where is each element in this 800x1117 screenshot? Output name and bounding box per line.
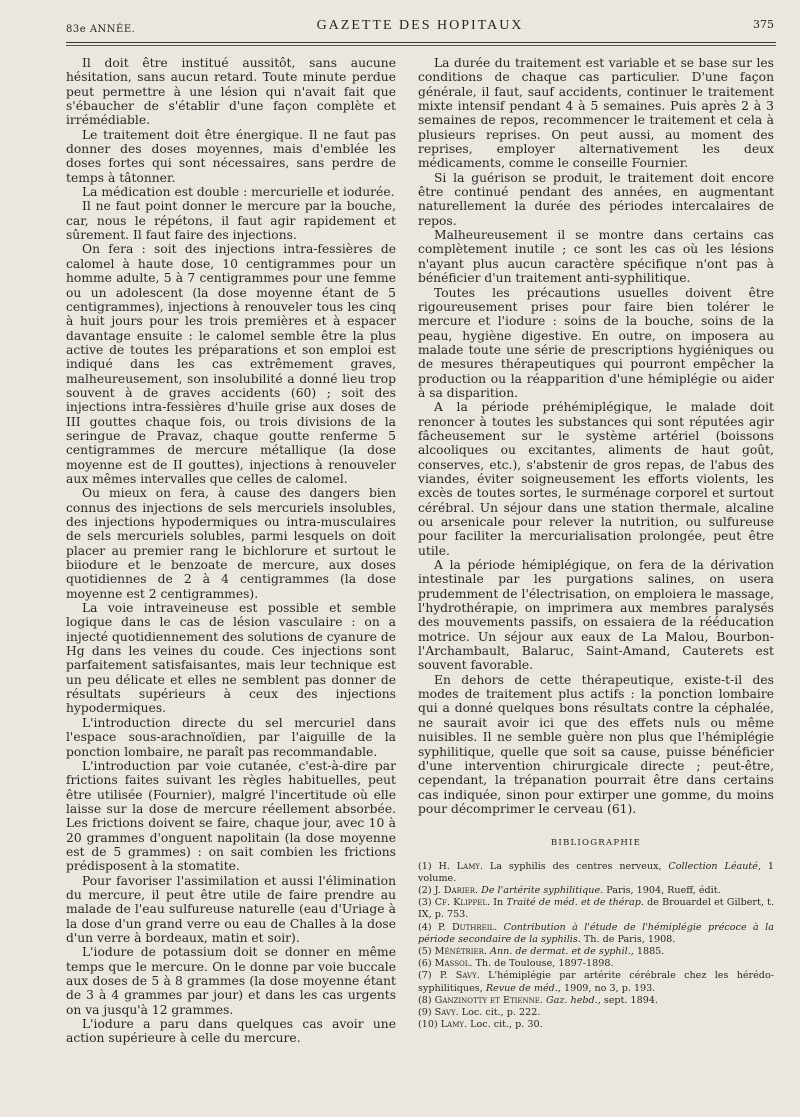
paragraph: A la période préhémiplégique, le malade doit renoncer à toutes les substances qui sont réputées agir fâcheusement sur le système artériel (boissons alcooliques ou excitantes, aliments de haut goût, conserves, etc.), s'abstenir de gros repas, de l'abus des viandes, éviter soigneusement les efforts violents, les excès de toutes sortes, le surménage corporel et surtout cérébral. Un séjour dans une station thermale, alcaline ou arsenicale pour relever la nutrition, ou sulfureuse pour faciliter la mercurialisation prolongée, peut être utile. [418, 400, 774, 558]
bibliography-entry [418, 958, 774, 970]
entry-rest: Paris, 1904, Rueff, édit. [603, 884, 721, 896]
bibliography-title: BIBLIOGRAPHIE [550, 838, 642, 849]
bibliography-list [418, 861, 774, 1032]
entry-italic: Revue de méd., [485, 982, 561, 994]
entry-rest: Th. de Paris, 1908. [580, 933, 676, 945]
paragraph: Ou mieux on fera, à cause des dangers bien connus des injections de sels mercuriels insolubles, des injections hypodermiques ou intra-musculaires de sels mercuriels solubles, parmi lesquels on doit placer au premier rang le bichlorure et surtout le biiodure et le benzoate de mercure, aux doses quotidiennes de 2 à 4 centigrammes (la dose moyenne est 2 centigrammes). [66, 486, 396, 601]
entry-author: Massol. [434, 958, 473, 970]
entry-author: P. Savy. [439, 970, 480, 982]
left-column [66, 56, 396, 1046]
paragraph: En dehors de cette thérapeutique, existe-t-il des modes de traitement plus actifs : la ponction lombaire qui a donné quelques bons résultats contre la céphalée, ne saurait avoir ici que des effets nuls ou même nuisibles. Il ne semble guère non plus que l'hémiplégie syphilitique, quelle que soit sa cause, puisse bénéficier d'une intervention chirurgicale directe ; peut-être, cependant, la trépanation pourrait être dans certains cas indiquée, sinon pour extirper une gomme, du moins pour décomprimer le cerveau (61). [418, 672, 774, 816]
bibliography-entry [418, 995, 774, 1007]
entry-number: (3) [418, 897, 432, 909]
bibliography-entry [418, 861, 774, 885]
paragraph: L'iodure a paru dans quelques cas avoir une action supérieure à celle du mercure. [66, 1017, 396, 1046]
entry-text: L'hémiplégie par artérite cérébrale chez les hérédo-syphilitiques, [418, 970, 774, 994]
entry-rest: de Brouardel et Gilbert, t. IX, p. 753. [418, 897, 774, 921]
entry-rest: 1885. [633, 945, 665, 957]
entry-rest: sept. 1894. [600, 994, 658, 1006]
paragraph: Si la guérison se produit, le traitement doit encore être continué pendant des années, en augmentant naturellement la durée des périodes intercalaires de repos. [418, 170, 774, 228]
entry-number: (10) [418, 1019, 438, 1031]
paragraph: Il ne faut point donner le mercure par la bouche, car, nous le répétons, il faut agir rapidement et sûrement. Il faut faire des injections. [66, 199, 396, 243]
entry-text: Loc. cit., p. 30. [467, 1019, 543, 1031]
entry-number: (8) [418, 994, 432, 1006]
page-number: 375 [753, 18, 774, 31]
paragraph: L'introduction directe du sel mercuriel dans l'espace sous-arachnoïdien, par l'aiguille de la ponction lombaire, ne paraît pas recommandable. [66, 715, 396, 759]
header-rule-thin [66, 45, 776, 46]
entry-italic: Traité de méd. et de thérap. [506, 897, 644, 909]
entry-author: Lamy. [440, 1019, 468, 1031]
bibliography-entry [418, 970, 774, 994]
entry-author: Savy. [434, 1007, 459, 1018]
entry-text: Th. de Toulouse, 1897-1898. [472, 958, 614, 970]
entry-text: In [490, 897, 507, 909]
page-header [66, 16, 774, 42]
entry-author: Cf. Klippel. [434, 897, 491, 909]
entry-rest: 1909, no 3, p. 193. [560, 982, 656, 994]
entry-text: La syphilis des centres nerveux, [483, 860, 669, 872]
entry-author: H. Lamy. [438, 860, 484, 872]
paragraph: Il doit être institué aussitôt, sans aucune hésitation, sans aucun retard. Toute minute perdue peut permettre à une lésion qui n'avait fait que s'ébaucher de s'établir d'une façon complète et irrémédiable. [66, 56, 396, 128]
bibliography-entry [418, 1019, 774, 1031]
paragraph: L'iodure de potassium doit se donner en même temps que le mercure. On le donne par voie buccale aux doses de 5 à 8 grammes (la dose moyenne étant de 3 à 4 grammes par jour) et dans les cas urgents on va jusqu'à 12 grammes. [66, 945, 396, 1017]
entry-number: (9) [418, 1007, 432, 1018]
entry-number: (6) [418, 958, 432, 970]
entry-number: (4) [418, 921, 432, 933]
entry-author: P. Duthreil. [438, 921, 498, 933]
paragraph: La voie intraveineuse est possible et semble logique dans le cas de lésion vasculaire : on a injecté quotidiennement des solutions de cyanure de Hg dans les veines du coude. Ces injections sont parfaitement satisfaisantes, mais leur technique est un peu délicate et elles ne semblent pas donner de résultats supérieurs à ceux des injections hypodermiques. [66, 601, 396, 716]
entry-italic: Ann. de dermat. et de syphil., [490, 945, 634, 957]
bibliography-entry [418, 946, 774, 958]
right-column [418, 56, 774, 1031]
bibliography-entry [418, 1007, 774, 1019]
paragraph: La médication est double : mercurielle et iodurée. [82, 185, 395, 200]
paragraph: L'introduction par voie cutanée, c'est-à-dire par frictions faites suivant les règles habituelles, peut être utilisée (Fournier), malgré l'incertitude où elle laisse sur la dose de mercure réellement absorbée. Les frictions doivent se faire, chaque jour, avec 10 à 20 grammes d'onguent napolitain (la dose moyenne est de 5 grammes) : on sait combien les frictions prédisposent à la stomatite. [66, 758, 396, 874]
entry-italic: Contribution à l'étude de l'hémiplégie précoce à la période secondaire de la syphilis. [418, 921, 774, 945]
entry-rest: 1 volume. [418, 860, 775, 884]
entry-italic: Gaz. hebd., [545, 994, 601, 1006]
entry-number: (5) [418, 945, 432, 957]
entry-text: Loc. cit., p. 222. [458, 1007, 541, 1018]
entry-author: Ménétrier. [434, 945, 487, 957]
paragraph: Malheureusement il se montre dans certains cas complètement inutile ; ce sont les cas où les lésions n'ayant plus aucun caractère spécifique n'ont pas à bénéficier d'un traitement anti-syphilitique. [418, 228, 774, 286]
paragraph: Pour favoriser l'assimilation et aussi l'élimination du mercure, il peut être utile de faire prendre au malade de l'eau sulfureuse naturelle (eau d'Uriage à la dose d'un grand verre ou eau de Challes à la dose d'un verre à bordeaux, matin et soir). [66, 873, 396, 945]
paragraph: On fera : soit des injections intra-fessières de calomel à haute dose, 10 centigrammes pour un homme adulte, 5 à 7 centigrammes pour une femme ou un adolescent (la dose moyenne étant de 5 centigrammes), injections à renouveler tous les cinq à huit jours pour les trois premières et à espacer davantage ensuite : le calomel semble être la plus active de toutes les préparations et son emploi est indiqué dans les cas extrêmement graves, malheureusement, son insolubilité a donné lieu trop souvent à de graves accidents (60) ; soit des injections intra-fessières d'huile grise aux doses de III gouttes chaque fois, ou trois divisions de la seringue de Pravaz, chaque goutte renferme 5 centigrammes de mercure métallique (la dose moyenne est de II gouttes), injections à renouveler aux mêmes intervalles que celles de calomel. [66, 242, 396, 486]
entry-number: (2) [418, 884, 432, 896]
bibliography-entry [418, 922, 774, 946]
bibliography-entry [418, 897, 774, 921]
entry-author: Ganzinotty et Etienne. [434, 994, 543, 1006]
entry-author: J. Darier. [434, 884, 479, 896]
entry-italic: Collection Léauté, [668, 860, 762, 872]
header-rule [66, 42, 776, 43]
entry-number: (7) [418, 970, 432, 982]
entry-number: (1) [418, 860, 432, 872]
paragraph: A la période hémiplégique, on fera de la dérivation intestinale par les purgations salines, on usera prudemment de l'électrisation, on emploiera le massage, l'hydrothérapie, on imprimera aux membres paralysés des mouvements passifs, on essaiera de la rééducation motrice. Un séjour aux eaux de La Malou, Bourbon-l'Archambault, Balaruc, Saint-Amand, Cauterets est souvent favorable. [418, 558, 774, 673]
paragraph: La durée du traitement est variable et se base sur les conditions de chaque cas particulier. D'une façon générale, il faut, sauf accidents, continuer le traitement mixte intensif pendant 4 à 5 semaines. Puis après 2 à 3 semaines de repos, recommencer le traitement et cela à plusieurs reprises. On peut aussi, au moment des reprises, employer alternativement les deux médicaments, comme le conseille Fournier. [418, 56, 774, 171]
entry-italic: De l'artérite syphilitique. [481, 884, 604, 896]
paragraph: Le traitement doit être énergique. Il ne faut pas donner des doses moyennes, mais d'emblée les doses fortes qui sont nécessaires, sans perdre de temps à tâtonner. [66, 127, 396, 185]
paragraph: Toutes les précautions usuelles doivent être rigoureusement prises pour faire bien tolérer le mercure et l'iodure : soins de la bouche, soins de la peau, hygiène digestive. En outre, on imposera au malade toute une série de prescriptions hygiéniques ou de mesures thérapeutiques qui pourront empêcher la production ou la réapparition d'une hémiplégie ou aider à sa disparition. [418, 285, 774, 400]
year-label: 83e ANNÉE. [66, 24, 136, 35]
bibliography-entry [418, 885, 774, 897]
journal-title: GAZETTE DES HOPITAUX [316, 18, 524, 33]
